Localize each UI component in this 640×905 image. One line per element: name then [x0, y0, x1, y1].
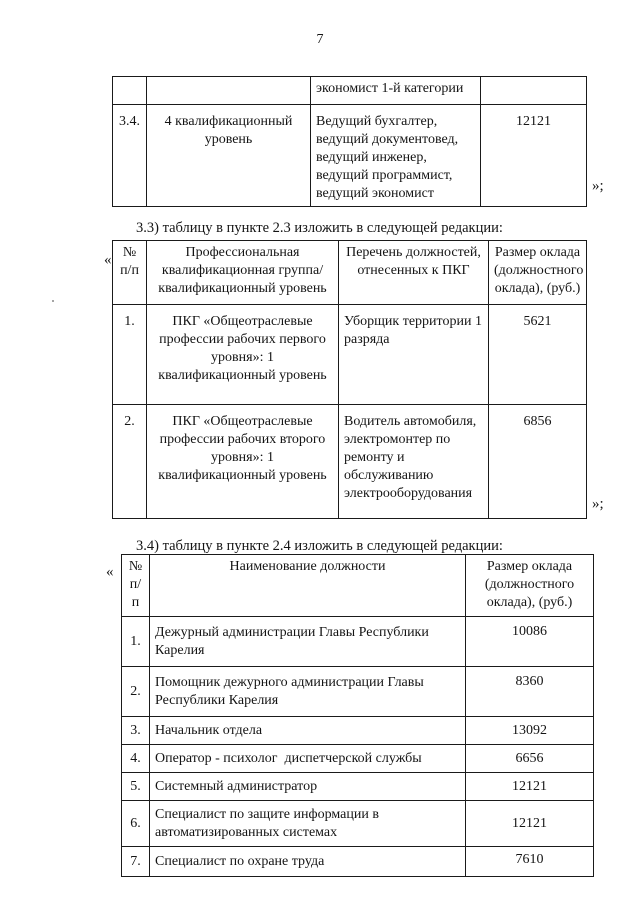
qualification-level: 4 квалификационный уровень	[147, 105, 311, 207]
row-number: 6.	[122, 801, 150, 847]
table-row	[122, 801, 594, 847]
salary-table-positions	[121, 554, 594, 877]
position-name: Специалист по охране труда	[150, 847, 466, 877]
salary-value: 8360	[466, 667, 594, 717]
salary-table-continuation	[112, 76, 587, 207]
table-row	[113, 305, 587, 405]
opening-quote: «	[106, 564, 114, 580]
opening-quote: «	[104, 252, 112, 268]
section-caption-3-4: 3.4) таблицу в пункте 2.4 изложить в следующей редакции:	[136, 538, 503, 554]
header-number: № п/п	[113, 241, 147, 305]
qualification-group: ПКГ «Общеотраслевые профессии рабочих первого уровня»: 1 квалификационный уровень	[147, 305, 339, 405]
salary-value: 6656	[466, 745, 594, 773]
salary-value: 13092	[466, 717, 594, 745]
position-list: Ведущий бухгалтер, ведущий документовед, ведущий инженер, ведущий программист, ведущий экономист	[311, 105, 481, 207]
position-list: экономист 1-й категории	[311, 77, 481, 105]
table-header-row	[113, 241, 587, 305]
row-number: 1.	[122, 617, 150, 667]
table-row	[122, 667, 594, 717]
table-row	[122, 745, 594, 773]
salary-value: 12121	[466, 801, 594, 847]
header-name: Наименование должности	[150, 555, 466, 617]
table-row	[113, 405, 587, 519]
header-group: Профессиональная квалификационная группа/ квалификационный уровень	[147, 241, 339, 305]
salary-value: 12121	[481, 105, 587, 207]
salary-value: 10086	[466, 617, 594, 667]
closing-quote: »;	[592, 496, 604, 512]
row-number: 7.	[122, 847, 150, 877]
row-number: 2.	[113, 405, 147, 519]
row-number: 4.	[122, 745, 150, 773]
position-name: Начальник отдела	[150, 717, 466, 745]
position-name: Помощник дежурного администрации Главы Республики Карелия	[150, 667, 466, 717]
table-header-row	[122, 555, 594, 617]
position-name: Дежурный администрации Главы Республики Карелия	[150, 617, 466, 667]
scan-speck	[52, 300, 54, 302]
position-name: Специалист по защите информации в автоматизированных системах	[150, 801, 466, 847]
row-number: 2.	[122, 667, 150, 717]
qualification-level	[147, 77, 311, 105]
closing-quote: »;	[592, 178, 604, 194]
qualification-group: ПКГ «Общеотраслевые профессии рабочих второго уровня»: 1 квалификационный уровень	[147, 405, 339, 519]
salary-value: 12121	[466, 773, 594, 801]
page-number: 7	[316, 32, 324, 47]
salary-value	[481, 77, 587, 105]
row-number: 3.	[122, 717, 150, 745]
table-row	[113, 77, 587, 105]
salary-table-pkg	[112, 240, 587, 519]
table-row	[122, 847, 594, 877]
row-number: 3.4.	[113, 105, 147, 207]
table-row	[122, 617, 594, 667]
header-number: № п/п	[122, 555, 150, 617]
table-row	[113, 105, 587, 207]
position-list: Водитель автомобиля, электромонтер по ремонту и обслуживанию электрооборудования	[339, 405, 489, 519]
salary-value: 7610	[466, 847, 594, 877]
header-positions: Перечень должностей, отнесенных к ПКГ	[339, 241, 489, 305]
position-name: Оператор - психолог диспетчерской службы	[150, 745, 466, 773]
row-number: 5.	[122, 773, 150, 801]
salary-value: 5621	[489, 305, 587, 405]
header-salary: Размер оклада (должностного оклада), (руб.)	[466, 555, 594, 617]
position-name: Системный администратор	[150, 773, 466, 801]
header-salary: Размер оклада (должностного оклада), (руб.)	[489, 241, 587, 305]
table-row	[122, 717, 594, 745]
salary-value: 6856	[489, 405, 587, 519]
section-caption-3-3: 3.3) таблицу в пункте 2.3 изложить в следующей редакции:	[136, 220, 503, 236]
row-number: 1.	[113, 305, 147, 405]
position-list: Уборщик территории 1 разряда	[339, 305, 489, 405]
table-row	[122, 773, 594, 801]
row-number	[113, 77, 147, 105]
